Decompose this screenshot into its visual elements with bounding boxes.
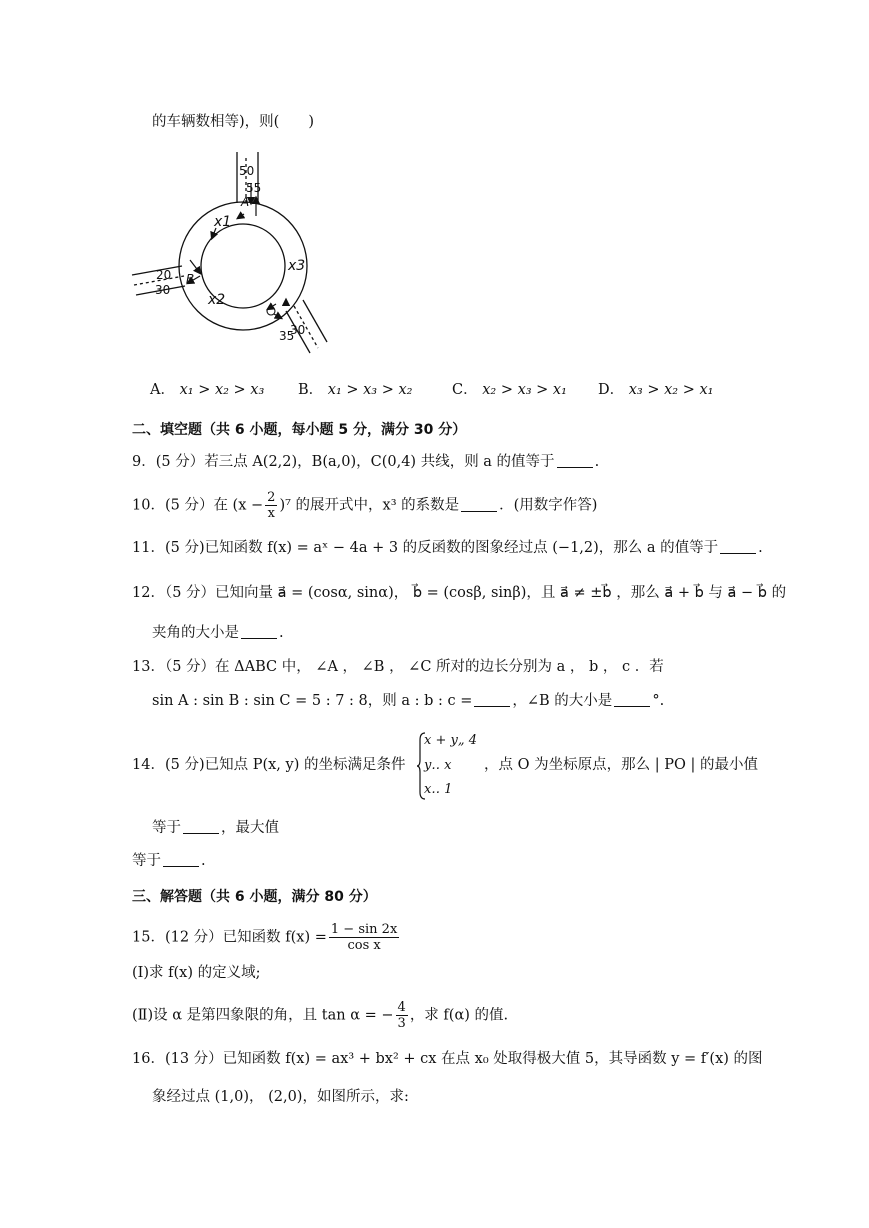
question-11: 11．(5 分)已知函数 f(x) = aˣ − 4a + 3 的反函数的图象经过点 (−1,2)，那么 a 的值等于 .: [132, 540, 763, 556]
label-node-a: A: [241, 195, 250, 209]
label-node-b: B: [186, 272, 195, 286]
option-b: B． x₁ > x₃ > x₂: [298, 382, 413, 398]
question-14-line1b: ，点 O 为坐标原点，那么 | PO | 的最小值: [484, 757, 758, 773]
question-14-line2: 等于 ，最大值: [152, 820, 279, 836]
question-14-line1a: 14．(5 分)已知点 P(x, y) 的坐标满足条件: [132, 757, 406, 773]
question-12-line2: 夹角的大小是 .: [152, 625, 284, 641]
option-c: C． x₂ > x₃ > x₁: [452, 382, 567, 398]
question-9: 9．(5 分）若三点 A(2,2)，B(a,0)，C(0,4) 共线，则 a 的值等于 .: [132, 454, 600, 470]
label-in-br: 35: [279, 329, 295, 343]
question-12-line1: 12．（5 分）已知向量 a⃗ = (cosα, sinα)， b⃗ = (cosβ, sinβ)，且 a⃗ ≠ ±b⃗ ，那么 a⃗ + b⃗ 与 a⃗ − b⃗ 的: [132, 585, 787, 601]
label-x1: x1: [214, 214, 232, 230]
q8-tail: 的车辆数相等)，则( ): [152, 114, 314, 130]
label-x3: x3: [288, 258, 306, 274]
label-out-br: 30: [290, 323, 306, 337]
label-out-left: 30: [155, 283, 171, 297]
question-10: 10．(5 分）在 (x − $\frac{2}{x}$ )⁷ 的展开式中，x³ 的系数是 ．(用数字作答): [132, 490, 598, 521]
label-in-top: 50: [239, 164, 255, 178]
question-15-part2: (Ⅱ)设 α 是第四象限的角，且 tan α = − $\frac{4}{3}$ ，求 f(α) 的值.: [132, 1000, 509, 1031]
option-d: D． x₃ > x₂ > x₁: [598, 382, 714, 398]
label-x2: x2: [208, 292, 226, 308]
label-out-top: 55: [246, 181, 262, 195]
traffic-circle-figure: [128, 148, 328, 358]
question-13-line2: sin A : sin B : sin C = 5 : 7 : 8，则 a : b : c = ，∠B 的大小是 °.: [152, 693, 665, 709]
question-13-line1: 13．（5 分）在 ΔABC 中， ∠A ， ∠B ， ∠C 所对的边长分别为 a ， b ， c ．若: [132, 659, 664, 675]
label-in-left: 20: [156, 268, 172, 282]
system-line-2: y‥ x: [424, 758, 452, 773]
section-2-heading: 二、填空题（共 6 小题，每小题 5 分，满分 30 分）: [132, 422, 467, 438]
question-15: 15．(12 分）已知函数 f(x) = $\frac{1 - \sin 2x}{\text{cos x}}$: [132, 922, 398, 953]
question-16-line1: 16．(13 分）已知函数 f(x) = ax³ + bx² + cx 在点 x₀ 处取得极大值 5，其导函数 y = f′(x) 的图: [132, 1051, 763, 1067]
question-16-line2: 象经过点 (1,0)， (2,0)，如图所示，求:: [152, 1089, 409, 1105]
system-line-1: x + y„ 4: [424, 733, 477, 748]
question-14-line3: 等于 .: [132, 853, 206, 869]
section-3-heading: 三、解答题（共 6 小题，满分 80 分）: [132, 889, 377, 905]
system-line-3: x‥ 1: [424, 782, 453, 797]
option-a: A． x₁ > x₂ > x₃: [150, 382, 265, 398]
question-15-part1: (Ⅰ)求 f(x) 的定义域;: [132, 965, 261, 981]
